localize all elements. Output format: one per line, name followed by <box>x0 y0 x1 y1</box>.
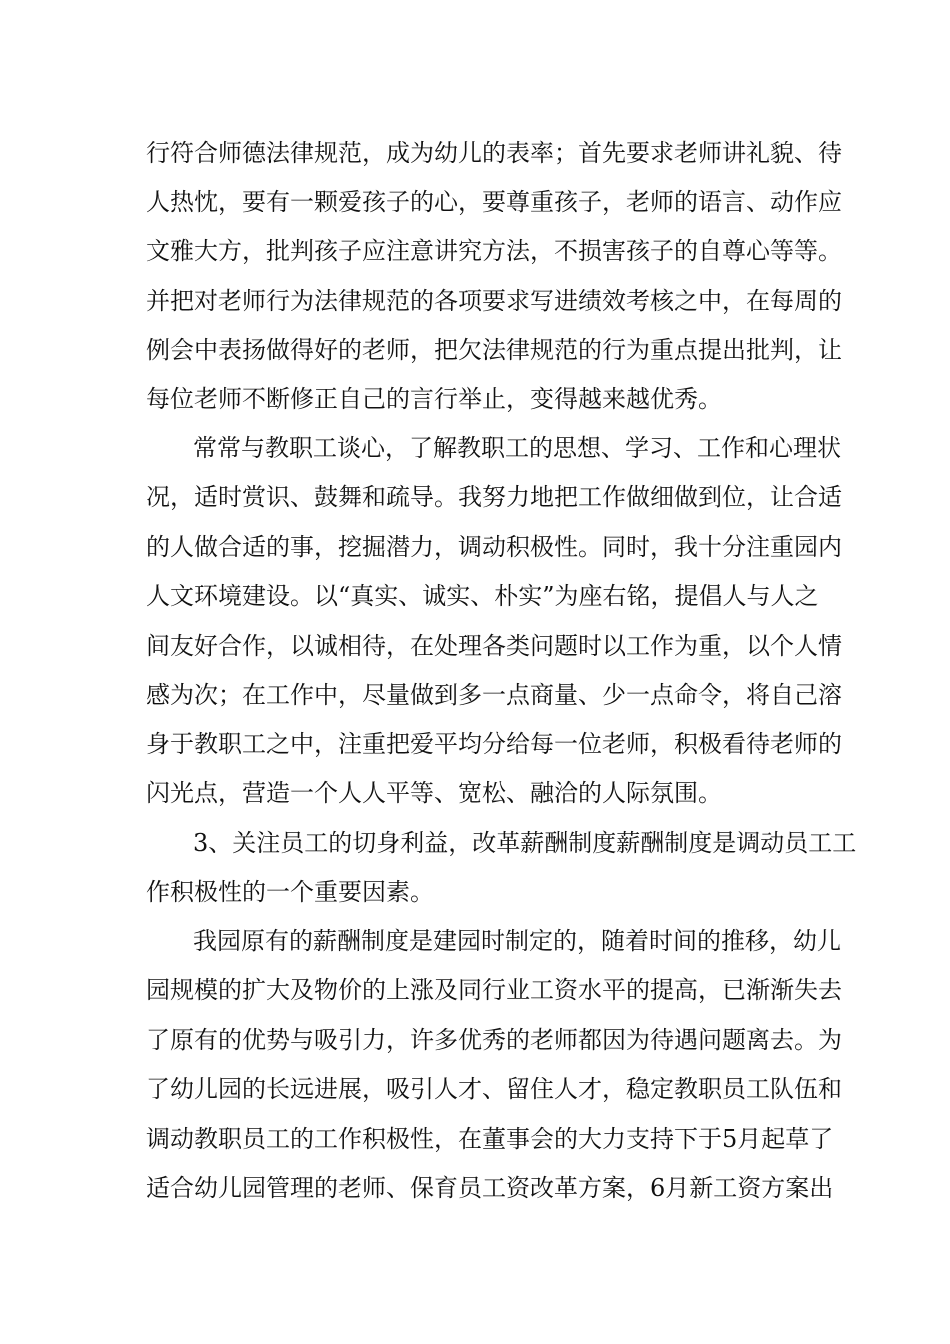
text-line: 每位老师不断修正自己的言行举止，变得越来越优秀。 <box>146 385 722 413</box>
text-line: 作积极性的一个重要因素。 <box>146 878 434 906</box>
text-line: 行符合师德法律规范，成为幼儿的表率；首先要求老师讲礼貌、待 <box>146 139 842 167</box>
text-line: 身于教职工之中，注重把爱平均分给每一位老师，积极看待老师的 <box>146 730 842 758</box>
text-line: 人热忱，要有一颗爱孩子的心，要尊重孩子，老师的语言、动作应 <box>146 188 842 216</box>
text-line: 例会中表扬做得好的老师，把欠法律规范的行为重点提出批判，让 <box>146 336 842 364</box>
text-line: 我园原有的薪酬制度是建园时制定的，随着时间的推移，幼儿 <box>193 927 841 955</box>
text-line: 常常与教职工谈心，了解教职工的思想、学习、工作和心理状 <box>193 434 841 462</box>
text-line: 感为次；在工作中，尽量做到多一点商量、少一点命令，将自己溶 <box>146 681 842 709</box>
text-line: 况，适时赏识、鼓舞和疏导。我努力地把工作做细做到位，让合适 <box>146 483 842 511</box>
text-line: 文雅大方，批判孩子应注意讲究方法，不损害孩子的自尊心等等。 <box>146 237 842 265</box>
text-line: 并把对老师行为法律规范的各项要求写进绩效考核之中，在每周的 <box>146 287 842 315</box>
text-line: 3、关注员工的切身利益，改革薪酬制度薪酬制度是调动员工工 <box>193 829 857 857</box>
text-line: 适合幼儿园管理的老师、保育员工资改革方案，6月新工资方案出 <box>146 1174 834 1202</box>
text-line: 的人做合适的事，挖掘潜力，调动积极性。同时，我十分注重园内 <box>146 533 842 561</box>
text-line: 了原有的优势与吸引力，许多优秀的老师都因为待遇问题离去。为 <box>146 1026 842 1054</box>
text-line: 了幼儿园的长远进展，吸引人才、留住人才，稳定教职员工队伍和 <box>146 1075 842 1103</box>
text-line: 园规模的扩大及物价的上涨及同行业工资水平的提高，已渐渐失去 <box>146 976 842 1004</box>
text-line: 间友好合作，以诚相待，在处理各类问题时以工作为重，以个人情 <box>146 632 842 660</box>
text-line: 调动教职员工的工作积极性，在董事会的大力支持下于5月起草了 <box>146 1125 834 1153</box>
text-line: 闪光点，营造一个人人平等、宽松、融洽的人际氛围。 <box>146 779 722 807</box>
text-line: 人文环境建设。以“真实、诚实、朴实”为座右铭，提倡人与人之 <box>146 582 819 610</box>
